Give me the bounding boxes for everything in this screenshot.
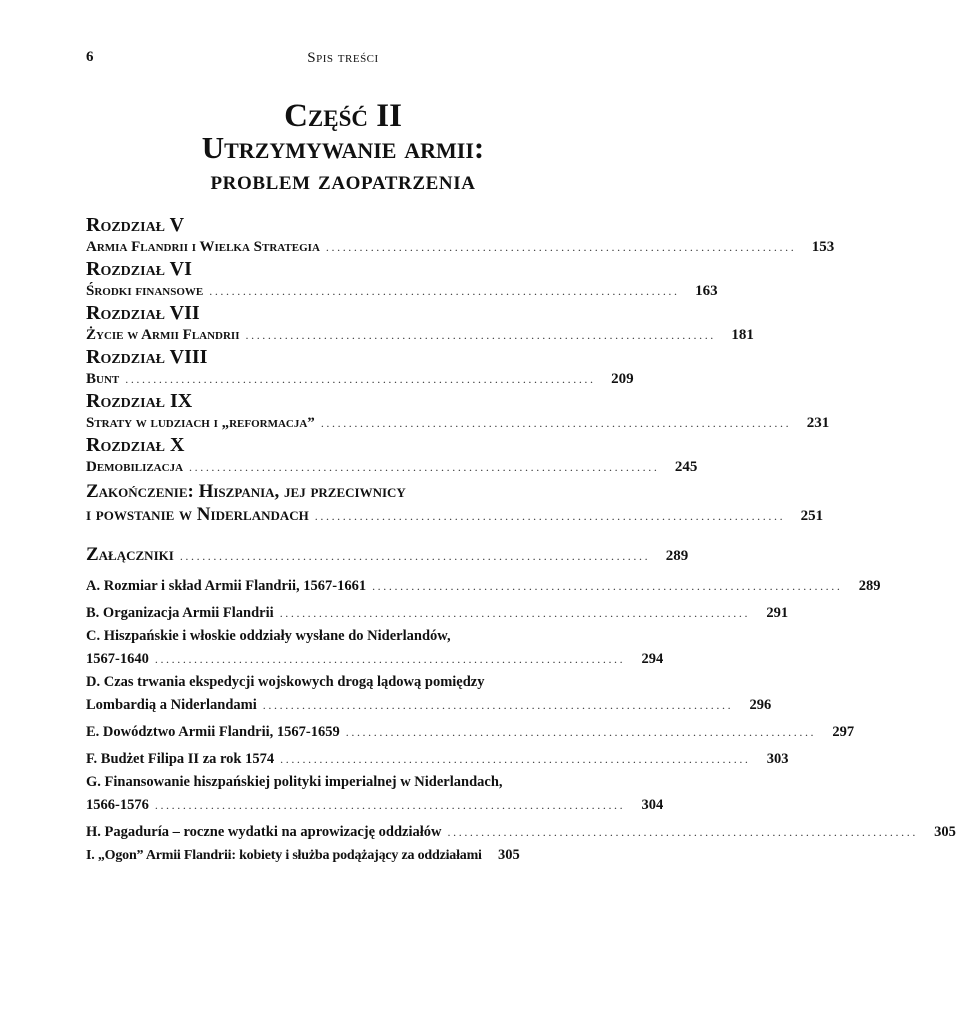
appendix-page: 297 (832, 724, 855, 740)
part-title (86, 100, 600, 196)
toc-entry-title: Bunt (86, 371, 120, 387)
dot-leader: .................................................................................... (279, 606, 751, 620)
appendix-title: B. Organizacja Armii Flandrii (86, 605, 274, 621)
appendix-title: F. Budżet Filipa II za rok 1574 (86, 751, 275, 767)
toc-entry-page: 245 (674, 459, 698, 475)
appendix-page: 289 (858, 578, 881, 594)
table-of-contents (86, 214, 956, 867)
toc-entry-title: Demobilizacja (86, 459, 184, 475)
toc-entry[interactable] (86, 412, 830, 434)
appendix-title-line-1[interactable]: C. Hiszpańskie i włoskie oddziały wysłane do Niderlandów, (86, 628, 451, 644)
appendices-heading: Załączniki (86, 544, 174, 565)
chapter-heading: Rozdział VI (86, 258, 192, 280)
toc-entry[interactable] (86, 280, 718, 302)
toc-entry-title: Środki finansowe (86, 283, 204, 299)
appendix-entry[interactable] (86, 648, 664, 671)
appendix-title: E. Dowództwo Armii Flandrii, 1567-1659 (86, 724, 340, 740)
conclusion-title-line-2: i powstanie w Niderlandach (86, 504, 309, 525)
appendix-entry[interactable] (86, 575, 881, 598)
appendix-title: H. Pagaduría – roczne wydatki na aprowizację oddziałów (86, 824, 442, 840)
appendix-page: 303 (766, 751, 789, 767)
chapter-heading: Rozdział IX (86, 390, 193, 412)
dot-leader: .................................................................................... (372, 579, 843, 593)
toc-entry-page: 251 (800, 508, 824, 524)
toc-entry[interactable] (86, 456, 698, 478)
toc-entry-title: Straty w ludziach i „reformacja” (86, 415, 315, 431)
appendix-entry[interactable] (86, 844, 600, 867)
part-title-line-1: Utrzymywanie armii: (201, 130, 485, 165)
appendix-page: 305 (934, 824, 956, 840)
toc-entry[interactable] (86, 368, 634, 390)
dot-leader: .................................................................................... (345, 725, 817, 739)
toc-entry-appendices[interactable] (86, 542, 689, 569)
running-title: Spis treści (307, 50, 379, 66)
appendix-page: 305 (497, 847, 520, 863)
chapter-heading: Rozdział X (86, 434, 185, 456)
dot-leader: .................................................................................... (125, 372, 596, 386)
appendix-page: 304 (641, 797, 664, 813)
appendix-page: 291 (766, 605, 789, 621)
appendix-entry[interactable] (86, 721, 855, 744)
dot-leader: .................................................................................... (189, 460, 660, 474)
appendix-title-line-1[interactable]: D. Czas trwania ekspedycji wojskowych drogą lądową pomiędzy (86, 674, 485, 690)
dot-leader: .................................................................................... (209, 284, 680, 298)
appendix-entry[interactable] (86, 602, 789, 625)
dot-leader: .................................................................................... (280, 752, 751, 766)
toc-entry[interactable] (86, 236, 835, 258)
appendix-title: I. „Ogon” Armii Flandrii: kobiety i służba podążający za oddziałami (86, 848, 482, 863)
appendix-title-line-1[interactable]: G. Finansowanie hiszpańskiej polityki imperialnej w Niderlandach, (86, 774, 503, 790)
chapter-heading: Rozdział VII (86, 302, 200, 324)
toc-entry-page: 231 (806, 415, 830, 431)
toc-entry[interactable] (86, 324, 754, 346)
dot-leader: .................................................................................... (447, 825, 918, 839)
toc-entry-title: Życie w Armii Flandrii (86, 327, 240, 343)
conclusion-title-line-1[interactable]: Zakończenie: Hiszpania, jej przeciwnicy (86, 481, 406, 502)
toc-entry-title: Armia Flandrii i Wielka Strategia (86, 239, 320, 255)
toc-entry-page: 209 (611, 371, 634, 387)
dot-leader: .................................................................................... (179, 549, 651, 563)
chapter-heading: Rozdział V (86, 214, 185, 236)
page-number: 6 (86, 49, 94, 65)
appendix-title: A. Rozmiar i skład Armii Flandrii, 1567-1661 (86, 578, 367, 594)
dot-leader: .................................................................................... (154, 798, 626, 812)
appendix-entry[interactable] (86, 748, 789, 771)
appendix-title-line-2: 1567-1640 (86, 651, 149, 667)
dot-leader: .................................................................................... (245, 328, 716, 342)
appendix-title-line-2: Lombardią a Niderlandami (86, 697, 257, 713)
chapter-heading: Rozdział VIII (86, 346, 208, 368)
dot-leader: .................................................................................... (314, 509, 786, 523)
dot-leader: .................................................................................... (262, 698, 734, 712)
toc-entry-page: 181 (731, 327, 754, 343)
dot-leader: .................................................................................... (325, 240, 797, 254)
dot-leader: .................................................................................... (154, 652, 626, 666)
dot-leader: .................................................................................... (320, 416, 792, 430)
appendix-title-line-2: 1566-1576 (86, 797, 149, 813)
appendix-entry[interactable] (86, 821, 956, 844)
toc-entry-page: 289 (665, 548, 689, 564)
toc-entry-page: 153 (811, 239, 835, 255)
part-title-line-2: problem zaopatrzenia (210, 165, 476, 195)
part-number: Część II (284, 98, 402, 134)
appendix-page: 296 (749, 697, 772, 713)
running-head (86, 49, 600, 71)
appendix-entry[interactable] (86, 794, 664, 817)
appendix-entry[interactable] (86, 694, 772, 717)
toc-entry-conclusion[interactable] (86, 503, 824, 528)
appendix-page: 294 (641, 651, 664, 667)
toc-entry-page: 163 (695, 283, 718, 299)
